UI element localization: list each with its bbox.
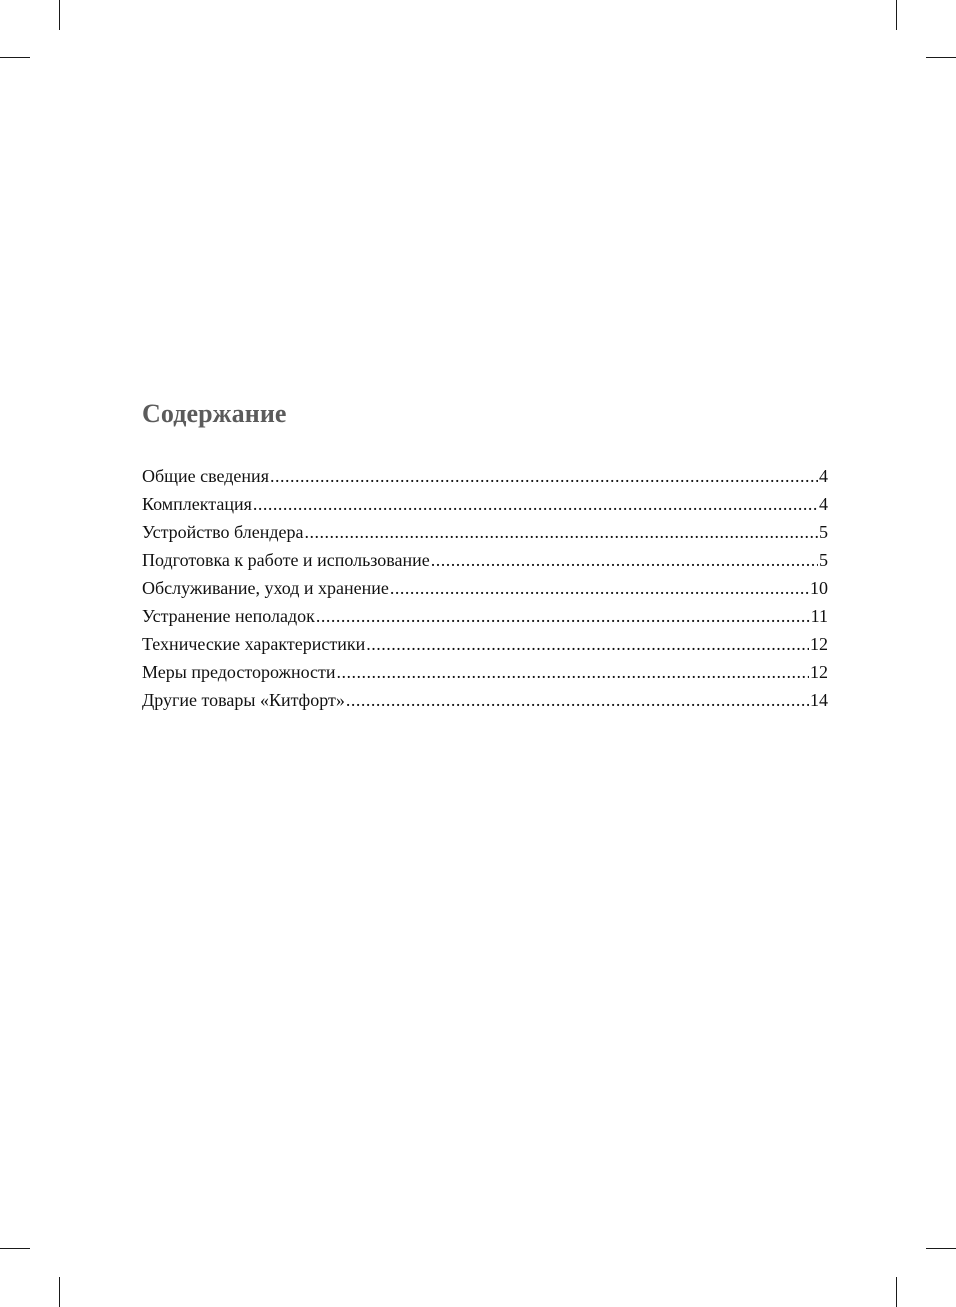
toc-dot-leader [346, 686, 809, 714]
toc-item-safety-precautions[interactable] [142, 658, 828, 686]
crop-mark-top-left-horizontal [0, 57, 30, 58]
toc-item-title: Технические характеристики [142, 634, 366, 654]
table-of-contents [142, 462, 828, 714]
crop-mark-top-right-vertical [896, 0, 897, 30]
page-title: Содержание [142, 399, 287, 428]
toc-dot-leader [390, 574, 809, 602]
toc-item-page: 4 [819, 494, 828, 514]
toc-item-page: 12 [810, 634, 828, 654]
toc-item-general-info[interactable] [142, 462, 828, 490]
toc-item-title: Устранение неполадок [142, 606, 315, 626]
toc-dot-leader [366, 630, 809, 658]
toc-item-title: Подготовка к работе и использование [142, 550, 430, 570]
toc-item-page: 4 [819, 466, 828, 486]
crop-mark-bottom-left-horizontal [0, 1248, 30, 1249]
toc-item-title: Устройство блендера [142, 522, 304, 542]
toc-item-page: 5 [819, 550, 828, 570]
toc-item-preparation-and-use[interactable] [142, 546, 828, 574]
toc-dot-leader [431, 546, 818, 574]
toc-item-title: Обслуживание, уход и хранение [142, 578, 389, 598]
crop-mark-bottom-left-vertical [59, 1277, 60, 1307]
toc-item-page: 11 [810, 606, 828, 626]
toc-item-title: Общие сведения [142, 466, 269, 486]
toc-item-package-contents[interactable] [142, 490, 828, 518]
crop-mark-bottom-right-vertical [896, 1277, 897, 1307]
toc-item-other-products[interactable] [142, 686, 828, 714]
toc-item-page: 14 [810, 690, 828, 710]
toc-item-specifications[interactable] [142, 630, 828, 658]
toc-dot-leader [337, 658, 809, 686]
toc-dot-leader [253, 490, 818, 518]
toc-dot-leader [304, 518, 818, 546]
toc-item-troubleshooting[interactable] [142, 602, 828, 630]
toc-item-title: Меры предосторожности [142, 662, 336, 682]
crop-mark-top-left-vertical [59, 0, 60, 30]
toc-item-page: 10 [810, 578, 828, 598]
toc-dot-leader [270, 462, 818, 490]
crop-mark-top-right-horizontal [926, 57, 956, 58]
toc-item-page: 12 [810, 662, 828, 682]
toc-item-title: Другие товары «Китфорт» [142, 690, 345, 710]
crop-mark-bottom-right-horizontal [926, 1248, 956, 1249]
toc-item-title: Комплектация [142, 494, 252, 514]
toc-item-blender-design[interactable] [142, 518, 828, 546]
toc-dot-leader [316, 602, 810, 630]
toc-item-maintenance-care-storage[interactable] [142, 574, 828, 602]
toc-item-page: 5 [819, 522, 828, 542]
